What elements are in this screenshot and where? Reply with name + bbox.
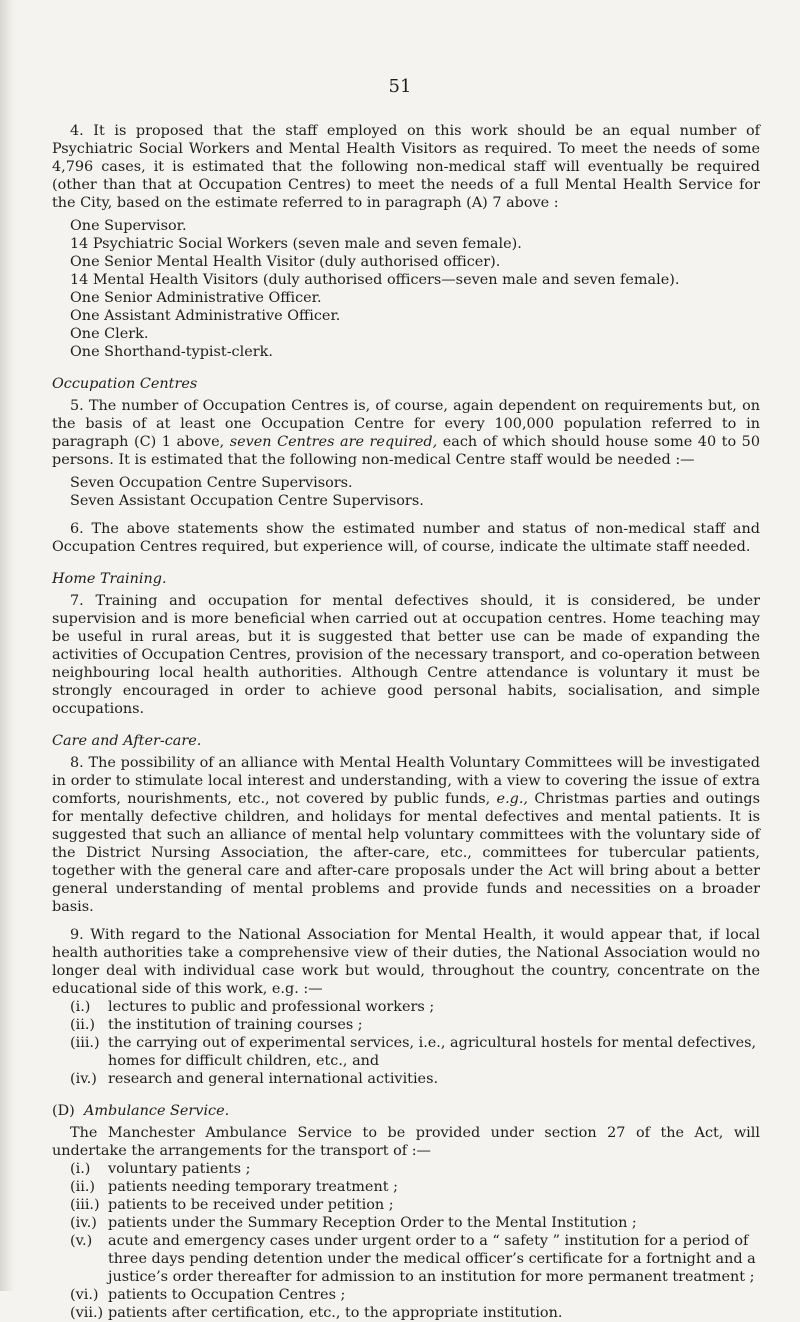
page-content	[52, 122, 760, 1322]
list-item: One Clerk.	[70, 326, 149, 342]
list-item: One Supervisor.	[70, 218, 187, 234]
list-item: (v.) acute and emergency cases under urgent order to a “ safety ” institution for a period of three days pending detention under the medical officer’s certificate for a fortnight and a justice’s order thereafter for admission to an institution for more permanent treatment ;	[70, 1233, 756, 1285]
list-item: (iv.) patients under the Summary Reception Order to the Mental Institution ;	[70, 1215, 637, 1231]
list-item: One Shorthand-typist-clerk.	[70, 344, 273, 360]
list-item: One Senior Administrative Officer.	[70, 290, 322, 306]
list-item: Seven Occupation Centre Supervisors.	[70, 475, 353, 491]
paragraph-5: 5. The number of Occupation Centres is, of course, again dependent on requirements but, on the basis of at least one Occupation Centre for every 100,000 population referred to in paragraph (C) 1 above, seven Centres are required, each of which should house some 40 to 50 persons. It is estimated that the following non-medical Centre staff would be needed :—	[52, 398, 760, 468]
list-item: (iii.) patients to be received under petition ;	[70, 1197, 394, 1213]
list-item: Seven Assistant Occupation Centre Supervisors.	[70, 493, 424, 509]
paragraph-4: 4. It is proposed that the staff employed on this work should be an equal number of Psychiatric Social Workers and Mental Health Visitors as required. To meet the needs of some 4,796 cases, it is estimated that the following non-medical staff will eventually be required (other than that at Occupation Centres) to meet the needs of a full Mental Health Service for the City, based on the estimate referred to in paragraph (A) 7 above :	[52, 123, 760, 211]
paragraph-7: 7. Training and occupation for mental defectives should, it is considered, be under supervision and is more beneficial when carried out at occupation centres. Home teaching may be useful in rural areas, but it is suggested that better use can be made of expanding the activities of Occupation Centres, provision of the necessary transport, and co-operation between neighbouring local health authorities. Although Centre attendance is voluntary it must be strongly encouraged in order to achieve good personal habits, socialisation, and simple occupations.	[52, 593, 760, 717]
list-item: (vi.) patients to Occupation Centres ;	[70, 1287, 346, 1303]
list-item: 14 Psychiatric Social Workers (seven male and seven female).	[70, 236, 522, 252]
ambulance-intro: The Manchester Ambulance Service to be provided under section 27 of the Act, will undertake the arrangements for the transport of :—	[52, 1125, 760, 1159]
list-item: (ii.) patients needing temporary treatment ;	[70, 1179, 398, 1195]
paragraph-9: 9. With regard to the National Association for Mental Health, it would appear that, if local health authorities take a comprehensive view of their duties, the National Association would no longer deal with individual case work but would, throughout the country, concentrate on the educational side of this work, e.g. :—	[52, 927, 760, 997]
paragraph-6: 6. The above statements show the estimated number and status of non-medical staff and Occupation Centres required, but experience will, of course, indicate the ultimate staff needed.	[52, 521, 760, 555]
staff-list	[52, 217, 760, 361]
centre-staff-list	[52, 474, 760, 510]
list-item: (i.) lectures to public and professional workers ;	[70, 999, 435, 1015]
list-item: (i.) voluntary patients ;	[70, 1161, 251, 1177]
association-activities-list	[52, 998, 760, 1088]
list-item: One Senior Mental Health Visitor (duly authorised officer).	[70, 254, 501, 270]
list-item: (vii.) patients after certification, etc., to the appropriate institution.	[70, 1305, 563, 1321]
binding-edge	[0, 0, 14, 1291]
section-heading-care: Care and After-care.	[52, 733, 202, 749]
list-item: (iv.) research and general international activities.	[70, 1071, 439, 1087]
list-item: One Assistant Administrative Officer.	[70, 308, 341, 324]
section-heading-home-training: Home Training.	[52, 571, 167, 587]
page-number: 51	[388, 76, 412, 97]
list-item: 14 Mental Health Visitors (duly authorised officers—seven male and seven female).	[70, 272, 680, 288]
list-item: (ii.) the institution of training courses ;	[70, 1017, 363, 1033]
ambulance-transport-list	[52, 1160, 760, 1322]
paragraph-8: 8. The possibility of an alliance with Mental Health Voluntary Committees will be investigated in order to stimulate local interest and understanding, with a view to covering the issue of extra comforts, nourishments, etc., not covered by public funds, e.g., Christmas parties and outings for mentally defective children, and holidays for mental defectives and mental patients. It is suggested that such an alliance of mental help voluntary committees with the voluntary side of the District Nursing Association, the after-care, etc., committees for tubercular patients, together with the general care and after-care proposals under the Act will bring about a better general understanding of mental problems and provide funds and necessities on a broader basis.	[52, 755, 760, 915]
list-item: (iii.) the carrying out of experimental services, i.e., agricultural hostels for mental defectives, homes for difficult children, etc., and	[70, 1035, 757, 1069]
section-heading-occupation-centres: Occupation Centres	[52, 376, 198, 392]
section-heading-ambulance: (D) Ambulance Service.	[52, 1103, 230, 1119]
